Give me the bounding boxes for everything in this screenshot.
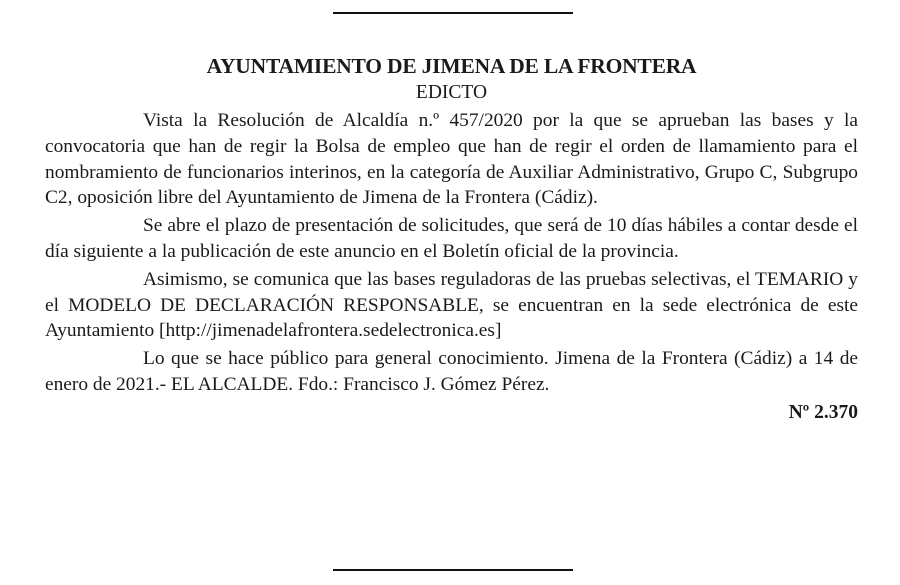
paragraph-application-period: Se abre el plazo de presentación de solicitudes, que será de 10 días hábiles a contar desde el día siguiente a la publicación de este anuncio en el Boletín oficial de la provincia. xyxy=(45,215,858,262)
bottom-divider xyxy=(333,569,573,571)
institution-heading: AYUNTAMIENTO DE JIMENA DE LA FRONTERA xyxy=(206,54,697,78)
paragraph-signature: Lo que se hace público para general conocimiento. Jimena de la Frontera (Cádiz) a 14 de enero de 2021.- EL ALCALDE. Fdo.: Francisco J. Gómez Pérez. xyxy=(45,348,858,395)
paragraph-resolution: Vista la Resolución de Alcaldía n.º 457/2020 por la que se aprueban las bases y la convocatoria que han de regir la Bolsa de empleo que han de regir el orden de llamamiento para el nombramiento de funcionarios interinos, en la categoría de Auxiliar Administrativo, Grupo C, Subgrupo C2, oposición libre del Ayuntamiento de Jimena de la Frontera (Cádiz). xyxy=(45,110,858,209)
top-divider xyxy=(333,12,573,14)
document-type-title: EDICTO xyxy=(415,82,488,103)
paragraph-bases-location: Asimismo, se comunica que las bases reguladoras de las pruebas selectivas, el TEMARIO y el MODELO DE DECLARACIÓN RESPONSABLE, se encuentran en la sede electrónica de este Ayuntamiento [http://jimenadelafrontera.sedelectronica.es] xyxy=(45,268,858,342)
edict-notice xyxy=(45,52,858,426)
announcement-number: Nº 2.370 xyxy=(788,401,858,423)
